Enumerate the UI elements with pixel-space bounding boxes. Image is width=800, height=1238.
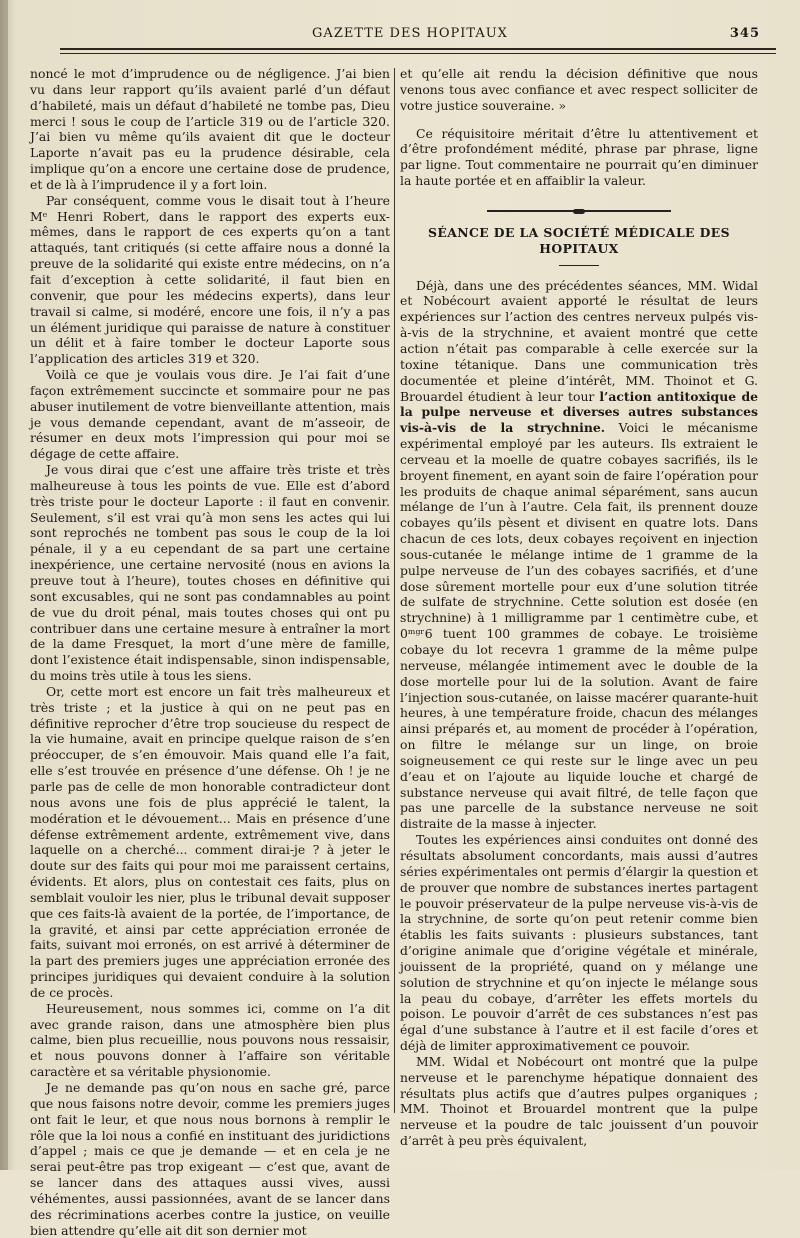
section-text: Déjà, dans une des précédentes séances, MM. Widal et Nobécourt avaient apporté le résultat de leurs expériences sur l’action des centres nerveux pulpés vis-à-vis de la strychnine, et avaient montré que cette action n’était pas comparable à celle exercée sur la toxine tétanique. Dans une communication très documentée et pleine d’intérêt, MM. Thoinot et G. Brouardel étudient à leur tour [400, 277, 758, 404]
column-divider [394, 68, 395, 1113]
section-paragraph: MM. Widal et Nobécourt ont montré que la pulpe nerveuse et le parenchyme hépatique donnaient des résultats plus actifs que d’autres pulpes organiques ; MM. Thoinot et Brouardel montrent que la pulpe nerveuse et la poudre de talc jouissent d’un pouvoir d’arrêt à peu près équivalent, [400, 1053, 758, 1149]
header-rule-thick [60, 48, 776, 50]
left-paragraph: Je ne demande pas qu’on nous en sache gré, parce que nous faisons notre devoir, comme les premiers juges ont fait le leur, et que nous nous bornons à remplir le rôle que la loi nous a confié en instituant des juridictions d’appel ; mais ce que je demande — et en cela je ne serai peut-être pas trop exigeant — c’est que, avant de se lancer dans des attaques aussi vives, aussi véhémentes, aussi passionnées, avant de se lancer dans des récriminations acerbes contre la justice, on veuille bien attendre qu’elle ait dit son dernier mot [30, 1080, 390, 1238]
page-header [60, 26, 760, 46]
section-title: SÉANCE DE LA SOCIÉTÉ MÉDICALE DES HOPITAUX [428, 224, 730, 256]
left-paragraph: Je vous dirai que c’est une affaire très triste et très malheureuse à tous les points de vue. Elle est d’abord très triste pour le docteur Laporte : il faut en convenir. Seulement, s’il est vrai qu’à mon sens les actes qui lui sont reprochés ne tombent pas sous le coup de la loi pénale, il y a eu cependant de sa part une certaine inexpérience, une certaine nervosité (nous en avions la preuve tout à l’heure), toutes choses en définitive qui sont excusables, qui ne sont pas condamnables au point de vue du droit pénal, mais toutes choses qui ont pu contribuer dans une certaine mesure à entraîner la mort de la dame Fresquet, la mort d’une mère de famille, dont l’existence était indispensable, sinon indispensable, du moins très utile à tous les siens. [30, 462, 390, 684]
section-ornament [400, 203, 758, 213]
right-paragraph: Ce réquisitoire méritait d’être lu attentivement et d’être profondément médité, phrase par phrase, ligne par ligne. Tout commentaire ne pourrait qu’en diminuer la haute portée et en affaiblir la valeur. [400, 125, 758, 189]
section-bold-topic: l’action antitoxique de la pulpe nerveuse et diverses autres substances vis-à-vis de la strychnine. [400, 388, 759, 436]
section-paragraph [400, 278, 758, 833]
left-paragraph: Voilà ce que je voulais vous dire. Je l’ai fait d’une façon extrêmement succincte et sommaire pour ne pas abuser inutilement de votre bienveillante attention, mais je vous demande cependant, avant de m’asseoir, de résumer en deux mots l’impression qui pour moi se dégage de cette affaire. [30, 367, 390, 462]
section-text: Voici le mécanisme expérimental employé par les auteurs. Ils extraient le cerveau et la moelle de quatre cobayes sacrifiés, ils le broyent finement, en ayant soin de faire l’opération pour les produits de chaque animal séparément, sans aucun mélange de l’un à l’autre. Cela fait, ils prennent douze cobayes qu’ils pèsent et divisent en quatre lots. Dans chacun de ces lots, deux cobayes reçoivent en injection sous-cutanée le mélange intime de 1 gramme de la pulpe nerveuse de l’un des cobayes sacrifiés, et d’une dose sûrement mortelle pour eux d’une solution titrée de sulfate de strychnine. Cette solution est dosée (en strychnine) à 1 milligramme par 1 centimètre cube, et 0ᵐᵍʳ6 tuent 100 grammes de cobaye. Le troisième cobaye du lot recevra 1 gramme de la même pulpe nerveuse, mélangée intimement avec le double de la dose mortelle pour lui de la solution. Avant de faire l’injection sous-cutanée, on laisse macérer quarante-huit heures, à une température froide, chacun des mélanges ainsi préparés et, au moment de procéder à l’opération, on filtre le mélange sur un linge, on broie soigneusement ce qui reste sur le linge avec un peu d’eau et on l’ajoute au liquide louche et chargé de substance nerveuse qui avait filtré, de telle façon que pas une parcelle de la substance nerveuse ne soit distraite de la masse à injecter. [400, 420, 758, 832]
left-paragraph: Heureusement, nous sommes ici, comme on l’a dit avec grande raison, dans une atmosphère bien plus calme, bien plus recueillie, nous pouvons nous ressaisir, et nous pouvons donner à l’affaire son véritable caractère et sa véritable physionomie. [30, 1000, 390, 1080]
page-binding-shadow [0, 0, 8, 1170]
journal-title: GAZETTE DES HOPITAUX [312, 26, 508, 41]
left-paragraph: noncé le mot d’imprudence ou de négligence. J’ai bien vu dans leur rapport qu’ils avaient parlé d’un défaut d’habileté, mais un défaut d’habileté ne tombe pas, Dieu merci ! sous le coup de l’article 319 ou de l’article 320. J’ai bien vu même qu’ils avaient dit que le docteur Laporte n’avait pas eu la prudence désirable, cela implique qu’on a encore une certaine dose de prudence, et de là à l’imprudence il y a fort loin. [30, 66, 390, 192]
left-column [30, 66, 390, 1238]
right-column [400, 66, 759, 1149]
section-title-rule [559, 265, 599, 266]
right-paragraph: et qu’elle ait rendu la décision définitive que nous venons tous avec confiance et avec respect solliciter de votre justice souveraine. » [400, 66, 758, 113]
header-rule-thin [60, 53, 776, 54]
section-paragraph: Toutes les expériences ainsi conduites ont donné des résultats absolument concordants, mais aussi d’autres séries expérimentales ont permis d’élargir la question et de prouver que nombre de substances inertes partagent le pouvoir préservateur de la pulpe nerveuse vis-à-vis de la strychnine, de sorte qu’on peut retenir comme bien établis les faits suivants : plusieurs substances, tant d’origine animale que d’origine végétale et minérale, jouissent de la propriété, quand on y mélange une solution de strychnine et qu’on injecte le mélange sous la peau du cobaye, d’arrêter les effets mortels du poison. Le pouvoir d’arrêt de ces substances n’est pas égal d’une substance à l’autre et il est facile d’ores et déjà de limiter approximativement ce pouvoir. [400, 832, 758, 1054]
left-paragraph: Or, cette mort est encore un fait très malheureux et très triste ; et la justice à qui on ne peut pas en définitive reprocher d’être trop soucieuse du respect de la vie humaine, avait en principe quelque raison de s’en préoccuper, de s’en émouvoir. Mais quand elle l’a fait, elle s’est trouvée en présence d’une défense. Oh ! je ne parle pas de celle de mon honorable contradicteur dont nous avons une fois de plus apprécié le talent, la modération et le dévouement... Mais en présence d’une défense extrêmement ardente, extrêmement vive, dans laquelle on a cherché... comment dirai-je ? à jeter le doute sur des faits qui pour moi me paraissent certains, évidents. Et alors, plus on contestait ces faits, plus on semblait vouloir les nier, plus le tribunal devait supposer que ces faits-là avaient de la portée, de l’importance, de la gravité, et ainsi par cette appréciation erronée de faits, suivant moi erronés, on est arrivé à déterminer de la part des premiers juges une appréciation erronée des principes juridiques qui devaient conduire à la solution de ce procès. [30, 683, 390, 1000]
left-paragraph: Par conséquent, comme vous le disait tout à l’heure Mᵉ Henri Robert, dans le rapport des experts eux-mêmes, dans le rapport de ces experts qu’on a tant attaqués, tant critiqués (si cette affaire nous a donné la preuve de la solidarité qui existe entre médecins, on n’a fait d’exception à cette solidarité, il faut bien en convenir, que pour les médecins experts), dans leur travail si calme, si modéré, encore une fois, il n’y a pas un élément juridique qui paraisse de nature à constituer un délit et à faire tomber le docteur Laporte sous l’application des articles 319 et 320. [30, 192, 390, 367]
page-number: 345 [729, 26, 760, 41]
